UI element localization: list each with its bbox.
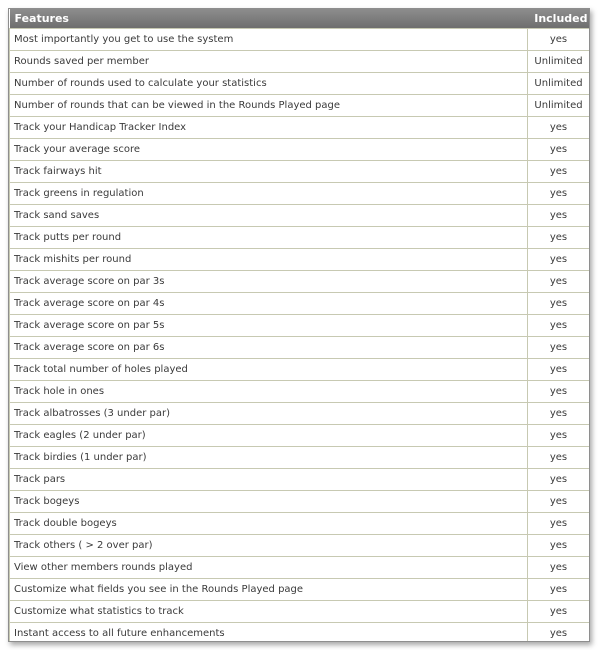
table-row [10,204,590,226]
table-row [10,248,590,270]
feature-cell: Customize what fields you see in the Rounds Played page [10,578,528,600]
included-cell: Unlimited [528,94,590,116]
table-row [10,424,590,446]
feature-cell: Track your Handicap Tracker Index [10,116,528,138]
included-cell: yes [528,182,590,204]
table-row [10,380,590,402]
table-row [10,72,590,94]
included-cell: yes [528,534,590,556]
included-cell: yes [528,578,590,600]
feature-cell: Track fairways hit [10,160,528,182]
feature-cell: Track bogeys [10,490,528,512]
included-cell: yes [528,380,590,402]
included-cell: yes [528,292,590,314]
table-row [10,270,590,292]
table-row [10,226,590,248]
feature-cell: Track putts per round [10,226,528,248]
table-row [10,336,590,358]
feature-cell: Track double bogeys [10,512,528,534]
table-row [10,534,590,556]
table-row [10,292,590,314]
table-row [10,490,590,512]
included-cell: yes [528,556,590,578]
feature-cell: Instant access to all future enhancements [10,622,528,642]
included-cell: yes [528,28,590,50]
feature-cell: Track sand saves [10,204,528,226]
table-row [10,182,590,204]
included-cell: yes [528,446,590,468]
included-cell: yes [528,248,590,270]
feature-cell: Track mishits per round [10,248,528,270]
header-included: Included [534,11,588,25]
table-row [10,600,590,622]
table-row [10,314,590,336]
feature-cell: Track pars [10,468,528,490]
header-features: Features [14,11,69,25]
feature-cell: Track average score on par 6s [10,336,528,358]
table-row [10,138,590,160]
feature-cell: Rounds saved per member [10,50,528,72]
included-cell: Unlimited [528,72,590,94]
table-row [10,446,590,468]
feature-cell: Track your average score [10,138,528,160]
included-cell: yes [528,468,590,490]
features-table [9,9,590,642]
included-cell: yes [528,270,590,292]
included-cell: yes [528,336,590,358]
included-cell: yes [528,424,590,446]
included-cell: yes [528,622,590,642]
features-panel [8,8,590,642]
feature-cell: Number of rounds used to calculate your statistics [10,72,528,94]
table-row [10,578,590,600]
included-cell: yes [528,138,590,160]
table-row [10,622,590,642]
included-cell: yes [528,160,590,182]
feature-cell: View other members rounds played [10,556,528,578]
feature-cell: Track total number of holes played [10,358,528,380]
included-cell: yes [528,512,590,534]
feature-cell: Track average score on par 3s [10,270,528,292]
table-row [10,512,590,534]
feature-cell: Track birdies (1 under par) [10,446,528,468]
feature-cell: Track others ( > 2 over par) [10,534,528,556]
feature-cell: Track greens in regulation [10,182,528,204]
included-cell: yes [528,402,590,424]
table-row [10,28,590,50]
included-cell: yes [528,600,590,622]
included-cell: yes [528,490,590,512]
feature-cell: Track eagles (2 under par) [10,424,528,446]
table-row [10,116,590,138]
included-cell: yes [528,116,590,138]
included-cell: yes [528,314,590,336]
table-row [10,160,590,182]
feature-cell: Track average score on par 5s [10,314,528,336]
features-table-body [10,28,590,642]
table-row [10,556,590,578]
table-header-row [10,9,590,28]
feature-cell: Number of rounds that can be viewed in the Rounds Played page [10,94,528,116]
feature-cell: Most importantly you get to use the system [10,28,528,50]
table-row [10,94,590,116]
feature-cell: Track average score on par 4s [10,292,528,314]
included-cell: Unlimited [528,50,590,72]
feature-cell: Customize what statistics to track [10,600,528,622]
included-cell: yes [528,204,590,226]
included-cell: yes [528,358,590,380]
table-row [10,402,590,424]
table-row [10,50,590,72]
feature-cell: Track hole in ones [10,380,528,402]
table-row [10,468,590,490]
feature-cell: Track albatrosses (3 under par) [10,402,528,424]
table-row [10,358,590,380]
included-cell: yes [528,226,590,248]
